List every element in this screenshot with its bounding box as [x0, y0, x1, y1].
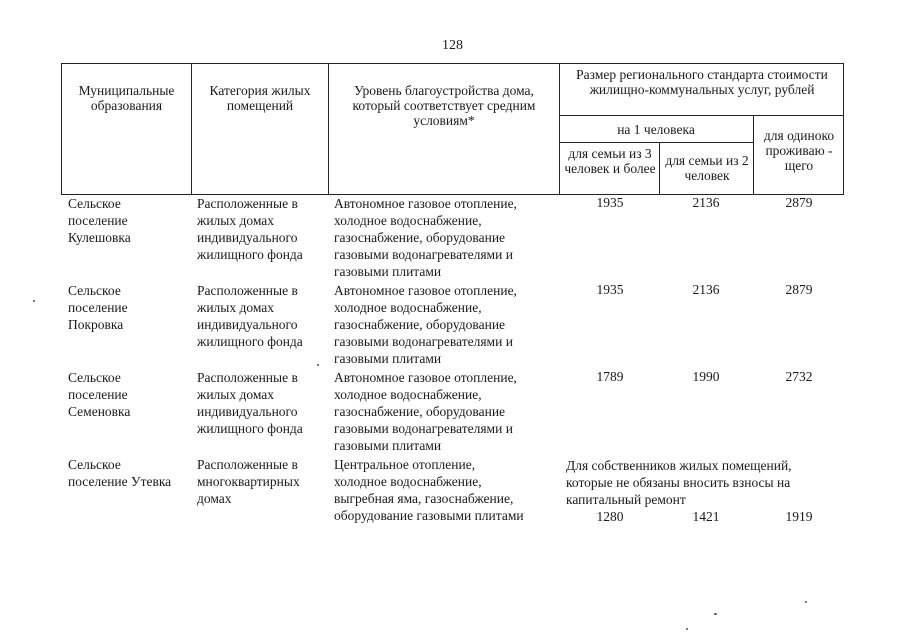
- header-border-left: [61, 63, 62, 195]
- category-cell: Расположенные в жилых домах индивидуального жилищного фонда: [197, 370, 303, 436]
- family3-value: 1280: [596, 509, 624, 524]
- municipal-cell: Сельское поселение Кулешовка: [68, 196, 131, 245]
- level-cell: Автономное газовое отопление, холодное водоснабжение, газоснабжение, оборудование газовыми водонагревателями и газовыми плитами: [334, 196, 517, 279]
- level-cell: Центральное отопление, холодное водоснабжение, выгребная яма, газоснабжение, оборудование газовыми плитами: [334, 457, 524, 523]
- family3-value: 1935: [596, 282, 624, 297]
- header-single: для одиноко проживаю - щего: [763, 128, 835, 173]
- header-category: Категория жилых помещений: [209, 83, 311, 113]
- owners-note: Для собственников жилых помещений, которые не обязаны вносить взносы на капитальный ремонт: [566, 458, 792, 507]
- level-cell: Автономное газовое отопление, холодное водоснабжение, газоснабжение, оборудование газовыми водонагревателями и газовыми плитами: [334, 370, 517, 453]
- municipal-cell: Сельское поселение Семеновка: [68, 370, 131, 419]
- header-per-person: на 1 человека: [617, 122, 695, 137]
- category-cell: Расположенные в многоквартирных домах: [197, 457, 300, 506]
- municipal-cell: Сельское поселение Утевка: [68, 457, 172, 489]
- scan-speck: [714, 613, 717, 615]
- header-municipal: Муниципальные образования: [78, 83, 175, 113]
- header-mid-border: [559, 115, 844, 116]
- family2-value: 1421: [692, 509, 720, 524]
- single-value: 2879: [785, 195, 813, 210]
- family2-value: 1990: [692, 369, 720, 384]
- page-number: 128: [442, 38, 463, 53]
- header-border-5: [753, 115, 754, 195]
- header-sub-border: [559, 142, 753, 143]
- scan-speck: [686, 628, 688, 630]
- family3-value: 1789: [596, 369, 624, 384]
- header-top-border: [61, 63, 844, 64]
- family2-value: 2136: [692, 195, 720, 210]
- family2-value: 2136: [692, 282, 720, 297]
- category-cell: Расположенные в жилых домах индивидуального жилищного фонда: [197, 196, 303, 262]
- header-standard: Размер регионального стандарта стоимости жилищно-коммунальных услуг, рублей: [576, 67, 828, 97]
- category-cell: Расположенные в жилых домах индивидуального жилищного фонда: [197, 283, 303, 349]
- scan-speck: [33, 300, 35, 302]
- single-value: 2732: [785, 369, 813, 384]
- single-value: 1919: [785, 509, 813, 524]
- header-border-2: [328, 63, 329, 195]
- header-family3: для семьи из 3 человек и более: [564, 146, 656, 176]
- header-family2: для семьи из 2 человек: [665, 153, 749, 183]
- header-level: Уровень благоустройства дома, который соответствует средним условиям*: [352, 83, 536, 128]
- scan-speck: [317, 364, 319, 366]
- scan-speck: [805, 601, 807, 603]
- header-border-3: [559, 63, 560, 195]
- header-border-4: [659, 142, 660, 195]
- level-cell: Автономное газовое отопление, холодное водоснабжение, газоснабжение, оборудование газовыми водонагревателями и газовыми плитами: [334, 283, 517, 366]
- municipal-cell: Сельское поселение Покровка: [68, 283, 128, 332]
- family3-value: 1935: [596, 195, 624, 210]
- header-border-right: [843, 63, 844, 195]
- header-border-1: [191, 63, 192, 195]
- single-value: 2879: [785, 282, 813, 297]
